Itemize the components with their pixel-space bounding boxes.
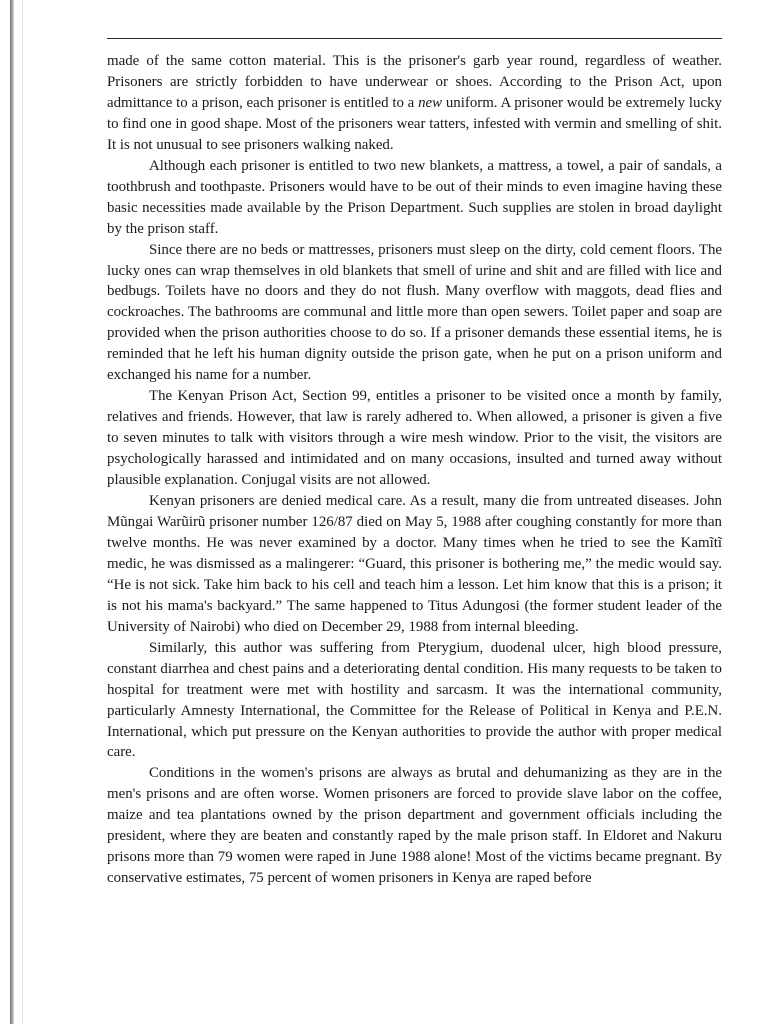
paragraph-1-before: made of the same cotton material. This is the prisoner's garb year round, regardless of weather. Prisoners are strictly forbidden to have underwear or shoes. According to the Prison Act, upon admittance to a prison, each prisoner is entitled to a [107, 53, 722, 111]
paragraph-3: Since there are no beds or mattresses, prisoners must sleep on the dirty, cold cement floors. The lucky ones can wrap themselves in old blankets that smell of urine and shit and are filled with lice and bedbugs. Toilets have no doors and they do not flush. Many overflow with maggots, dead flies and cockroaches. The bathrooms are communal and little more than open sewers. Toilet paper and soap are provided when the prison authorities choose to do so. If a prisoner demands these essential items, he is reminded that he left his human dignity outside the prison gate, when he put on a prison uniform and exchanged his name for a number. [107, 241, 722, 384]
paragraph-5: Kenyan prisoners are denied medical care. As a result, many die from untreated diseases. John Mũngai Warũirũ prisoner number 126/87 died on May 5, 1988 after coughing constantly for more than twelve months. He was never examined by a doctor. Many times when he tried to see the Kamĩtĩ medic, he was dismissed as a malingerer: “Guard, this prisoner is bothering me,” the medic would say. “He is not sick. Take him back to his cell and teach him a lesson. Let him know that this is a prison; it is not his mama's backyard.” The same happened to Titus Adungosi (the former student leader of the University of Nairobi) who died on December 29, 1988 from internal bleeding. [107, 493, 722, 635]
page-body [107, 51, 722, 1024]
paragraph-4: The Kenyan Prison Act, Section 99, entitles a prisoner to be visited once a month by family, relatives and friends. However, that law is rarely adhered to. When allowed, a prisoner is given a five to seven minutes to talk with visitors through a wire mesh window. Prior to the visit, the visitors are psychologically harassed and intimidated and on many occasions, insulted and turned away without plausible explanation. Conjugal visits are not allowed. [107, 388, 722, 489]
paragraph-1 [107, 51, 722, 156]
scan-binding-edge [10, 0, 14, 1024]
paragraph-7: Conditions in the women's prisons are always as brutal and dehumanizing as they are in the men's prisons and are often worse. Women prisoners are forced to provide slave labor on the coffee, maize and tea plantations owned by the prison department and government officials including the president, where they are beaten and constantly raped by the male prison staff. In Eldoret and Nakuru prisons more than 79 women were raped in June 1988 alone! Most of the victims became pregnant. By conservative estimates, 75 percent of women prisoners in Kenya are raped before [107, 765, 722, 887]
paragraph-2: Although each prisoner is entitled to two new blankets, a mattress, a towel, a pair of sandals, a toothbrush and toothpaste. Prisoners would have to be out of their minds to even imagine having these basic necessities made available by the Prison Department. Such supplies are stolen in broad daylight by the prison staff. [107, 157, 722, 237]
scan-edge-line [22, 0, 23, 1024]
header-rule [107, 38, 722, 39]
emphasis-new: new [418, 94, 443, 111]
paragraph-6: Similarly, this author was suffering from Pterygium, duodenal ulcer, high blood pressure, constant diarrhea and chest pains and a deteriorating dental condition. His many requests to be taken to hospital for treatment were met with hostility and sarcasm. It was the international community, particularly Amnesty International, the Committee for the Release of Political in Kenya and P.E.N. International, which put pressure on the Kenyan authorities to provide the author with proper medical care. [107, 639, 722, 761]
paragraph-1-after: uniform. A prisoner would be extremely lucky to find one in good shape. Most of the prisoners wear tatters, infested with vermin and smelling of shit. It is not unusual to see prisoners walking naked. [107, 94, 722, 153]
